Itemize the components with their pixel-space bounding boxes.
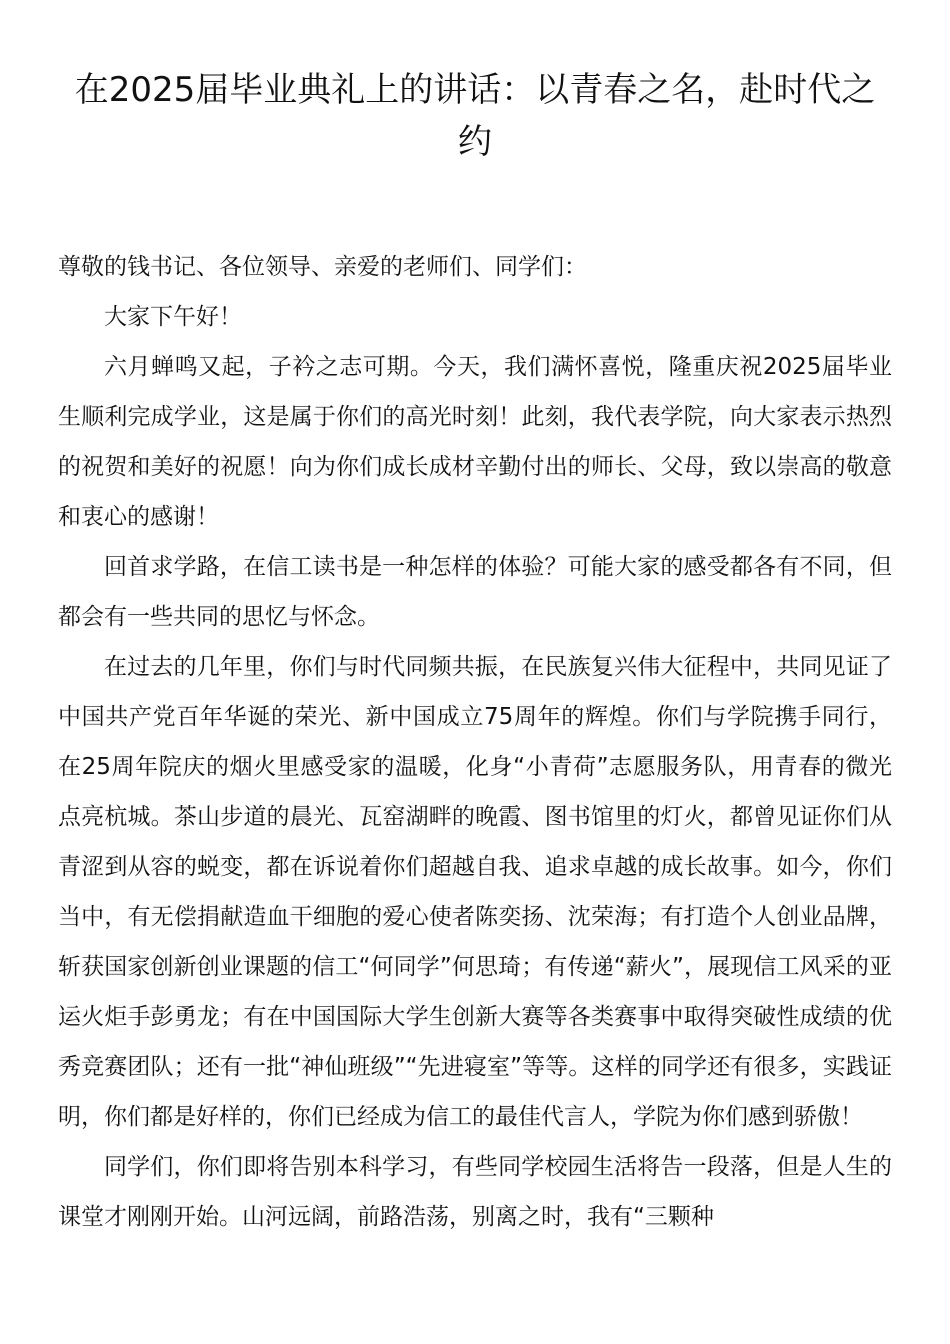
paragraph-greeting: 大家下午好！ [104, 304, 242, 330]
paragraph-achievements: 在过去的几年里，你们与时代同频共振，在民族复兴伟大征程中，共同见证了中国共产党百年华诞的荣光、新中国成立75周年的辉煌。你们与学院携手同行，在25周年院庆的烟火里感受家的温暖，化身“小青荷”志愿服务队，用青春的微光点亮杭城。茶山步道的晨光、瓦窑湖畔的晚霞、图书馆里的灯火，都曾见证你们从青涩到从容的蜕变，都在诉说着你们超越自我、追求卓越的成长故事。如今，你们当中，有无偿捐献造血干细胞的爱心使者陈奕扬、沈荣海；有打造个人创业品牌，斩获国家创新创业课题的信工“何同学”何思琦；有传递“薪火”，展现信工风采的亚运火炬手彭勇龙；有在中国国际大学生创新大赛等各类赛事中取得突破性成绩的优秀竞赛团队；还有一批“神仙班级”“先进寝室”等等。这样的同学还有很多，实践证明，你们都是好样的，你们已经成为信工的最佳代言人，学院为你们感到骄傲！ [58, 654, 892, 1130]
paragraph-farewell: 同学们，你们即将告别本科学习，有些同学校园生活将告一段落，但是人生的课堂才刚刚开始。山河远阔，前路浩荡，别离之时，我有“三颗种 [58, 1154, 892, 1230]
paragraph-congratulations: 六月蝉鸣又起，子衿之志可期。今天，我们满怀喜悦，隆重庆祝2025届毕业生顺利完成学业，这是属于你们的高光时刻！此刻，我代表学院，向大家表示热烈的祝贺和美好的祝愿！向为你们成长成材辛勤付出的师长、父母，致以崇高的敬意和衷心的感谢！ [58, 354, 892, 530]
paragraph-reflection: 回首求学路，在信工读书是一种怎样的体验？可能大家的感受都各有不同，但都会有一些共同的思忆与怀念。 [58, 554, 892, 630]
salutation: 尊敬的钱书记、各位领导、亲爱的老师们、同学们： [58, 254, 587, 280]
document-title: 在2025届毕业典礼上的讲话：以青春之名，赴时代之约 [74, 70, 876, 162]
